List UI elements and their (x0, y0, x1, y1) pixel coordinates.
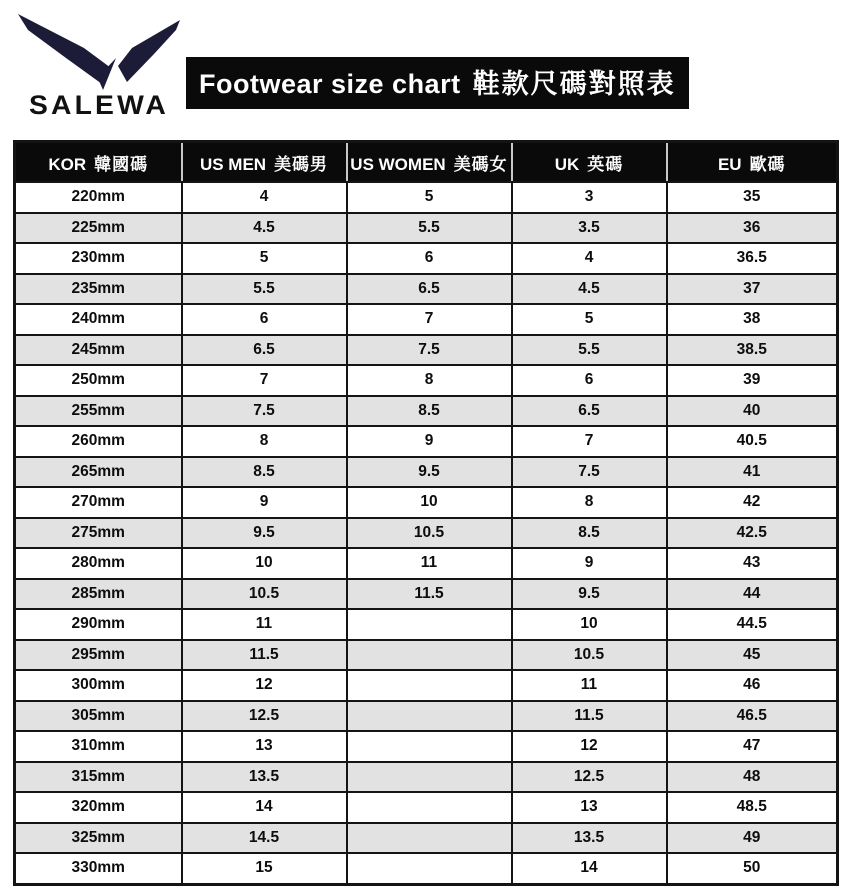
size-table (13, 140, 839, 886)
size-cell (347, 823, 512, 854)
size-cell (347, 762, 512, 793)
size-cell: 35 (667, 182, 838, 213)
size-cell: 50 (667, 853, 838, 884)
size-cell: 10 (182, 548, 347, 579)
size-cell: 305mm (15, 701, 182, 732)
salewa-logo (14, 8, 184, 120)
size-cell: 300mm (15, 670, 182, 701)
size-cell: 40.5 (667, 426, 838, 457)
size-cell: 8.5 (182, 457, 347, 488)
size-cell: 12.5 (512, 762, 667, 793)
size-cell: 8 (347, 365, 512, 396)
size-cell: 6 (347, 243, 512, 274)
size-cell: 49 (667, 823, 838, 854)
size-cell: 10.5 (182, 579, 347, 610)
size-cell: 8 (512, 487, 667, 518)
size-cell: 5 (182, 243, 347, 274)
size-cell: 7 (182, 365, 347, 396)
table-row (15, 731, 838, 762)
col-header-us-men: US MEN 美碼男 (182, 142, 347, 183)
size-cell: 10 (512, 609, 667, 640)
size-cell: 8.5 (512, 518, 667, 549)
size-cell (347, 731, 512, 762)
size-cell: 310mm (15, 731, 182, 762)
size-cell: 5 (347, 182, 512, 213)
size-cell: 13 (512, 792, 667, 823)
size-cell: 41 (667, 457, 838, 488)
table-row (15, 426, 838, 457)
size-cell: 270mm (15, 487, 182, 518)
size-cell: 3 (512, 182, 667, 213)
table-row (15, 853, 838, 884)
table-row (15, 609, 838, 640)
table-row (15, 396, 838, 427)
table-row (15, 548, 838, 579)
size-cell: 9 (347, 426, 512, 457)
table-row (15, 792, 838, 823)
size-cell (347, 609, 512, 640)
size-cell: 240mm (15, 304, 182, 335)
header-row (15, 142, 838, 183)
size-cell: 280mm (15, 548, 182, 579)
table-row (15, 243, 838, 274)
size-cell: 260mm (15, 426, 182, 457)
size-table-body (15, 182, 838, 884)
size-cell: 230mm (15, 243, 182, 274)
size-cell: 48.5 (667, 792, 838, 823)
size-cell: 9 (182, 487, 347, 518)
table-row (15, 640, 838, 671)
size-cell: 7.5 (347, 335, 512, 366)
size-cell: 220mm (15, 182, 182, 213)
size-cell: 275mm (15, 518, 182, 549)
size-cell: 42 (667, 487, 838, 518)
table-row (15, 274, 838, 305)
size-cell: 4.5 (512, 274, 667, 305)
table-row (15, 762, 838, 793)
size-cell: 295mm (15, 640, 182, 671)
size-cell: 7 (347, 304, 512, 335)
size-cell: 13.5 (182, 762, 347, 793)
size-cell: 7.5 (512, 457, 667, 488)
size-cell: 42.5 (667, 518, 838, 549)
size-cell: 9.5 (512, 579, 667, 610)
eagle-wings-icon (18, 14, 180, 90)
size-cell: 10.5 (347, 518, 512, 549)
size-cell: 8 (182, 426, 347, 457)
size-cell: 3.5 (512, 213, 667, 244)
size-cell: 9.5 (182, 518, 347, 549)
size-cell: 265mm (15, 457, 182, 488)
table-row (15, 518, 838, 549)
size-cell: 11.5 (347, 579, 512, 610)
size-cell: 6 (182, 304, 347, 335)
size-cell: 13.5 (512, 823, 667, 854)
size-cell: 13 (182, 731, 347, 762)
table-row (15, 213, 838, 244)
size-cell: 5.5 (182, 274, 347, 305)
size-cell: 14 (182, 792, 347, 823)
size-cell: 290mm (15, 609, 182, 640)
size-cell: 14 (512, 853, 667, 884)
size-cell: 14.5 (182, 823, 347, 854)
size-cell: 15 (182, 853, 347, 884)
size-cell: 4 (512, 243, 667, 274)
size-cell: 285mm (15, 579, 182, 610)
size-cell: 12.5 (182, 701, 347, 732)
size-cell: 6.5 (512, 396, 667, 427)
table-row (15, 457, 838, 488)
size-cell: 315mm (15, 762, 182, 793)
size-cell (347, 853, 512, 884)
size-cell: 38.5 (667, 335, 838, 366)
size-cell: 37 (667, 274, 838, 305)
size-cell: 325mm (15, 823, 182, 854)
size-cell: 245mm (15, 335, 182, 366)
col-header-kor: KOR 韓國碼 (15, 142, 182, 183)
size-cell: 47 (667, 731, 838, 762)
size-cell: 36 (667, 213, 838, 244)
size-cell: 4 (182, 182, 347, 213)
table-row (15, 304, 838, 335)
size-cell: 43 (667, 548, 838, 579)
size-cell (347, 670, 512, 701)
size-cell: 36.5 (667, 243, 838, 274)
size-cell: 11.5 (182, 640, 347, 671)
size-cell: 5.5 (347, 213, 512, 244)
size-cell: 9.5 (347, 457, 512, 488)
col-header-eu: EU 歐碼 (667, 142, 838, 183)
size-cell: 11 (347, 548, 512, 579)
size-cell: 225mm (15, 213, 182, 244)
size-cell (347, 701, 512, 732)
size-table-header (15, 142, 838, 183)
size-cell: 45 (667, 640, 838, 671)
table-row (15, 579, 838, 610)
size-cell: 44.5 (667, 609, 838, 640)
size-cell: 6.5 (347, 274, 512, 305)
size-cell (347, 792, 512, 823)
table-row (15, 365, 838, 396)
table-row (15, 823, 838, 854)
table-row (15, 487, 838, 518)
size-cell: 12 (512, 731, 667, 762)
table-row (15, 701, 838, 732)
size-cell: 330mm (15, 853, 182, 884)
size-cell: 5.5 (512, 335, 667, 366)
size-cell: 44 (667, 579, 838, 610)
size-cell: 12 (182, 670, 347, 701)
size-cell: 320mm (15, 792, 182, 823)
page-title-en: Footwear size chart (199, 69, 461, 99)
size-cell: 39 (667, 365, 838, 396)
size-cell: 10.5 (512, 640, 667, 671)
size-cell: 235mm (15, 274, 182, 305)
table-row (15, 182, 838, 213)
size-cell: 7.5 (182, 396, 347, 427)
size-cell: 40 (667, 396, 838, 427)
size-cell: 46 (667, 670, 838, 701)
page-title (186, 57, 689, 109)
size-cell: 38 (667, 304, 838, 335)
col-header-uk: UK 英碼 (512, 142, 667, 183)
size-cell: 6 (512, 365, 667, 396)
size-cell: 11 (512, 670, 667, 701)
size-cell: 8.5 (347, 396, 512, 427)
size-cell: 6.5 (182, 335, 347, 366)
size-cell: 46.5 (667, 701, 838, 732)
size-cell: 11.5 (512, 701, 667, 732)
size-cell (347, 640, 512, 671)
size-cell: 255mm (15, 396, 182, 427)
size-cell: 10 (347, 487, 512, 518)
size-cell: 48 (667, 762, 838, 793)
size-cell: 7 (512, 426, 667, 457)
size-cell: 9 (512, 548, 667, 579)
col-header-us-women: US WOMEN 美碼女 (347, 142, 512, 183)
page-title-zh: 鞋款尺碼對照表 (472, 69, 676, 99)
table-row (15, 335, 838, 366)
size-cell: 11 (182, 609, 347, 640)
size-cell: 4.5 (182, 213, 347, 244)
size-cell: 5 (512, 304, 667, 335)
size-table-container (13, 140, 836, 886)
salewa-wordmark: SALEWA (29, 90, 169, 120)
table-row (15, 670, 838, 701)
size-cell: 250mm (15, 365, 182, 396)
